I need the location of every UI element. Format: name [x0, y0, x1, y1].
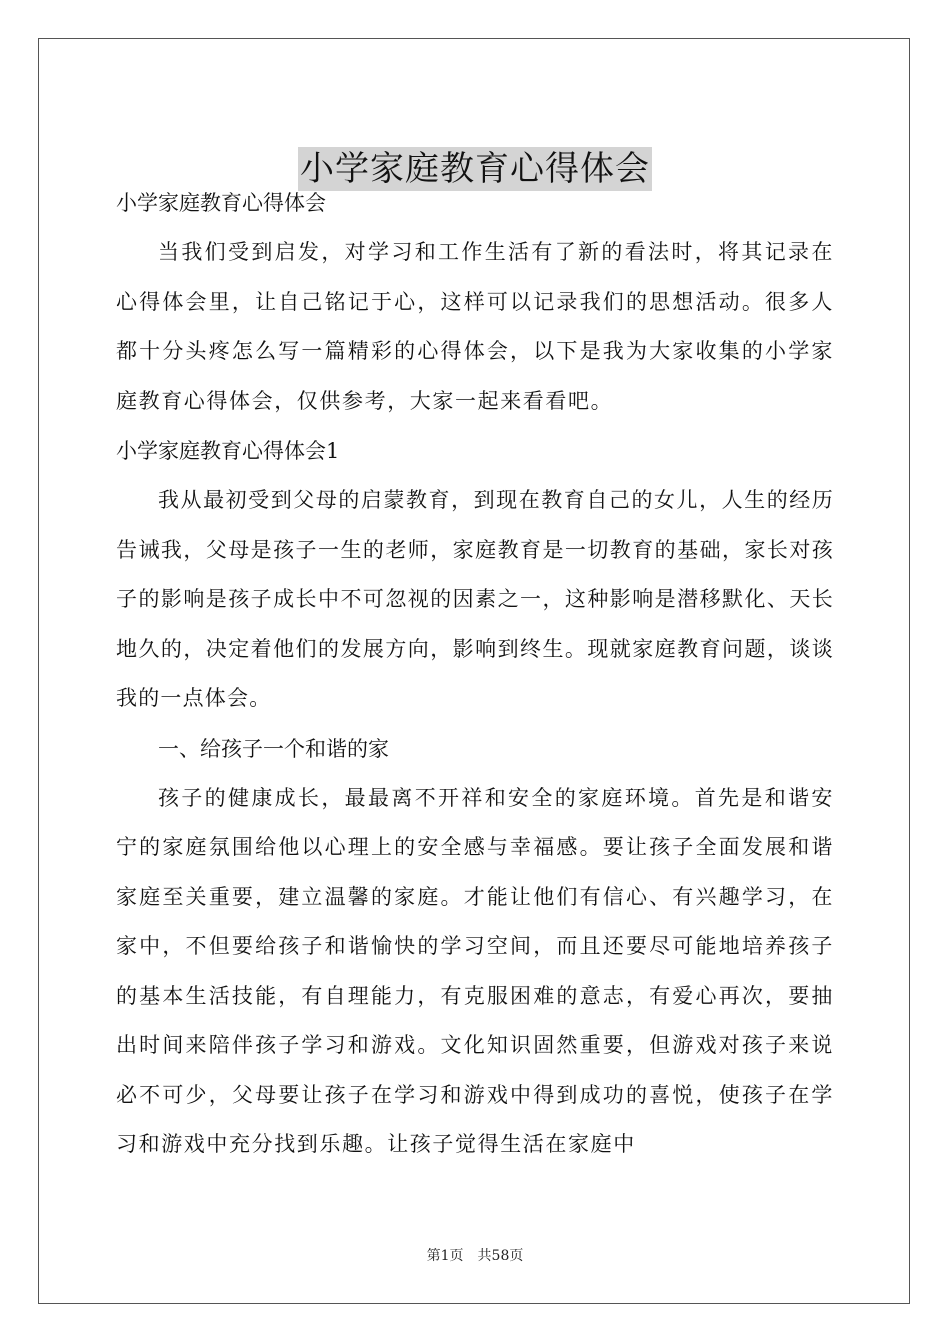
document-title: 小学家庭教育心得体会	[300, 148, 650, 189]
sub-heading-1: 一、给孩子一个和谐的家	[158, 736, 389, 761]
page-number: 第1页	[426, 1248, 464, 1264]
body-paragraph-1: 我从最初受到父母的启蒙教育，到现在教育自己的女儿，人生的经历告诫我，父母是孩子一生的老师，家庭教育是一切教育的基础，家长对孩子的影响是孩子成长中不可忽视的因素之一，这种影响是潜移默化、天长地久的，决定着他们的发展方向，影响到终生。现就家庭教育问题，谈谈我的一点体会。	[116, 488, 834, 710]
body-paragraph-2: 孩子的健康成长，最最离不开祥和安全的家庭环境。首先是和谐安宁的家庭氛围给他以心理上的安全感与幸福感。要让孩子全面发展和谐家庭至关重要，建立温馨的家庭。才能让他们有信心、有兴趣学习，在家中，不但要给孩子和谐愉快的学习空间，而且还要尽可能地培养孩子的基本生活技能，有自理能力，有克服困难的意志，有爱心再次，要抽出时间来陪伴孩子学习和游戏。文化知识固然重要，但游戏对孩子来说必不可少，父母要让孩子在学习和游戏中得到成功的喜悦，使孩子在学习和游戏中充分找到乐趣。让孩子觉得生活在家庭中	[116, 785, 834, 1156]
document-subtitle: 小学家庭教育心得体会	[116, 191, 326, 215]
page-footer	[0, 1246, 950, 1266]
document-body	[116, 178, 834, 1170]
page-total: 共58页	[477, 1248, 524, 1264]
intro-paragraph: 当我们受到启发，对学习和工作生活有了新的看法时，将其记录在心得体会里，让自己铭记于心，这样可以记录我们的思想活动。很多人都十分头疼怎么写一篇精彩的心得体会，以下是我为大家收集的小学家庭教育心得体会，仅供参考，大家一起来看看吧。	[116, 240, 834, 413]
section-heading: 小学家庭教育心得体会1	[116, 439, 340, 463]
